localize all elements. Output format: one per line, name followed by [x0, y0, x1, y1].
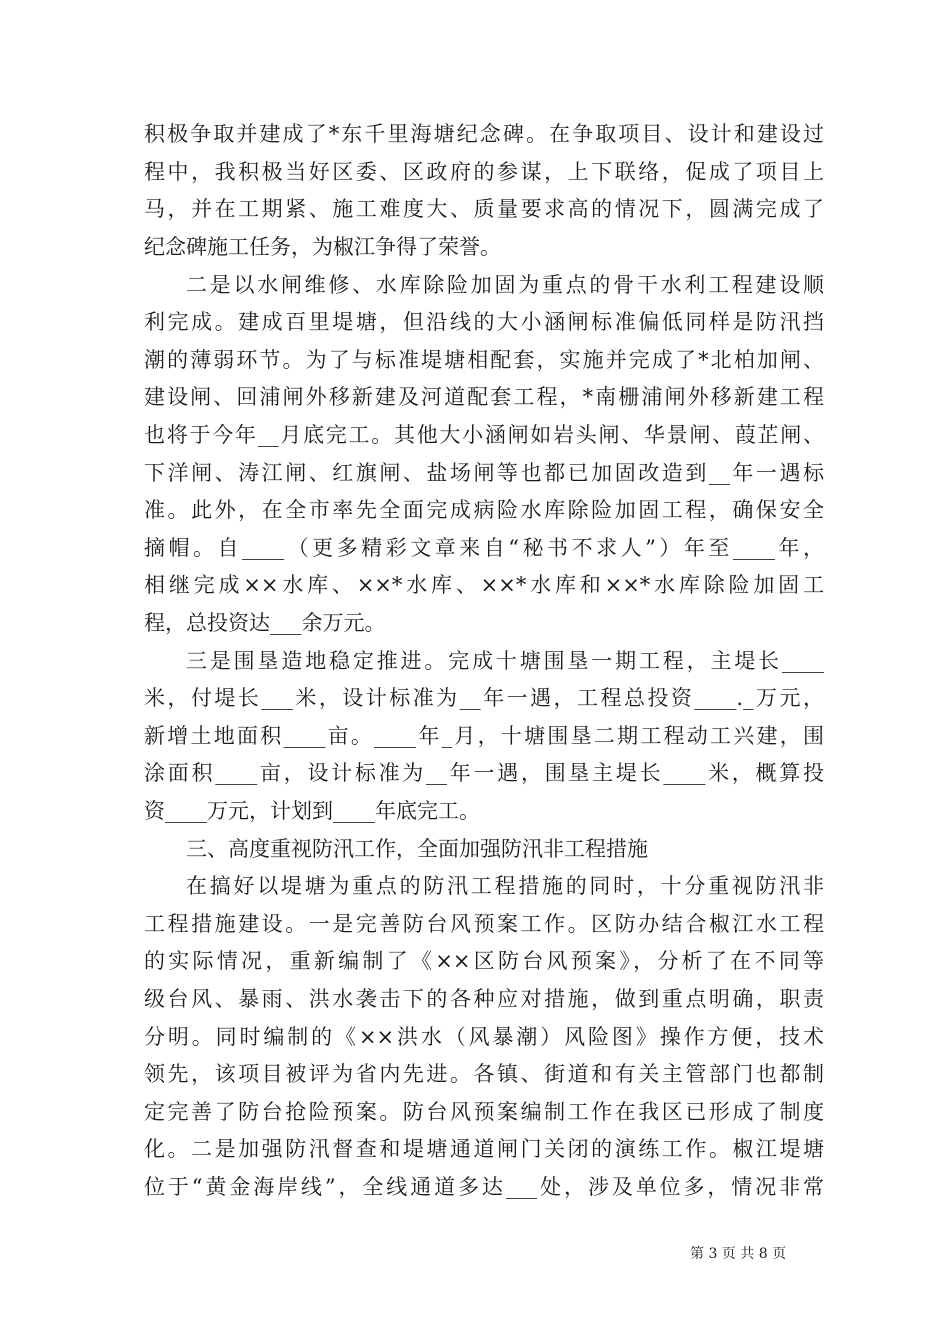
text-line: 米，付堤长___米，设计标准为__年一遇，工程总投资____._万元， — [144, 686, 824, 710]
text-line: 马，并在工期紧、施工难度大、质量要求高的情况下，圆满完成了 — [144, 197, 824, 221]
text-line: 位于“黄金海岸线”，全线通道多达___处，涉及单位多，情况非常 — [144, 1175, 824, 1199]
text-line: 三是围垦造地稳定推进。完成十塘围垦一期工程，主堤长____ — [186, 649, 824, 673]
page-number: 第 3 页 共 8 页 — [690, 1246, 787, 1262]
text-line: 潮的薄弱环节。为了与标准堤塘相配套，实施并完成了*北柏加闸、 — [144, 348, 824, 372]
text-line: 准。此外，在全市率先全面完成病险水库除险加固工程，确保安全 — [144, 498, 824, 522]
text-line: 纪念碑施工任务，为椒江争得了荣誉。 — [144, 235, 501, 259]
section-heading: 三、高度重视防汛工作，全面加强防汛非工程措施 — [186, 837, 648, 861]
text-line: 在搞好以堤塘为重点的防汛工程措施的同时，十分重视防汛非 — [186, 874, 824, 898]
text-line: 相继完成××水库、××*水库、××*水库和××*水库除险加固工 — [144, 573, 824, 597]
text-line: 工程措施建设。一是完善防台风预案工作。区防办结合椒江水工程 — [144, 912, 824, 936]
text-line: 化。二是加强防汛督查和堤塘通道闸门关闭的演练工作。椒江堤塘 — [144, 1137, 824, 1161]
text-line: 定完善了防台抢险预案。防台风预案编制工作在我区已形成了制度 — [144, 1100, 824, 1124]
text-line: 的实际情况，重新编制了《××区防台风预案》，分析了在不同等 — [144, 949, 824, 973]
text-line: 利完成。建成百里堤塘，但沿线的大小涵闸标准偏低同样是防汛挡 — [144, 310, 824, 334]
text-line: 二是以水闸维修、水库除险加固为重点的骨干水利工程建设顺 — [186, 273, 824, 297]
text-line: 新增土地面积____亩。____年_月，十塘围垦二期工程动工兴建，围 — [144, 724, 824, 748]
text-line: 程，总投资达___余万元。 — [144, 611, 386, 635]
text-line: 涂面积____亩，设计标准为__年一遇，围垦主堤长____米，概算投 — [144, 761, 824, 785]
text-line: 建设闸、回浦闸外移新建及河道配套工程，*南栅浦闸外移新建工程 — [144, 385, 824, 409]
text-line: 摘帽。自____（更多精彩文章来自“秘书不求人”）年至____年， — [144, 536, 824, 560]
text-line: 积极争取并建成了*东千里海塘纪念碑。在争取项目、设计和建设过 — [144, 122, 824, 146]
text-line: 分明。同时编制的《××洪水（风暴潮）风险图》操作方便，技术 — [144, 1025, 824, 1049]
text-line: 资____万元，计划到____年底完工。 — [144, 799, 480, 823]
text-line: 也将于今年__月底完工。其他大小涵闸如岩头闸、华景闸、葭芷闸、 — [144, 423, 824, 447]
text-line: 领先，该项目被评为省内先进。各镇、街道和有关主管部门也都制 — [144, 1062, 824, 1086]
text-line: 程中，我积极当好区委、区政府的参谋，上下联络，促成了项目上 — [144, 160, 824, 184]
text-line: 下洋闸、涛江闸、红旗闸、盐场闸等也都已加固改造到__年一遇标 — [144, 461, 824, 485]
text-line: 级台风、暴雨、洪水袭击下的各种应对措施，做到重点明确，职责 — [144, 987, 824, 1011]
